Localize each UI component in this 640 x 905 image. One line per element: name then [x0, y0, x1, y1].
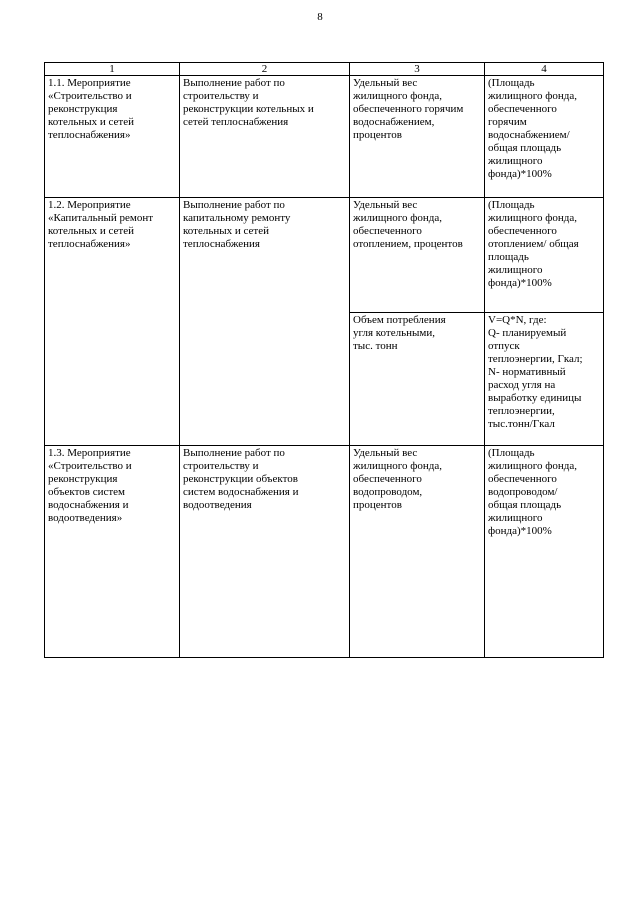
formula-cell — [485, 198, 604, 313]
table-row — [45, 76, 604, 198]
indicator-cell — [350, 313, 485, 446]
indicator-text: Удельный вес жилищного фонда, обеспеченного водопроводом, процентов — [353, 447, 442, 511]
column-header-2: 2 — [180, 63, 350, 76]
work-text: Выполнение работ по строительству и реконструкции котельных и сетей теплоснабжения — [183, 77, 314, 128]
measure-text: 1.2. Мероприятие «Капитальный ремонт котельных и сетей теплоснабжения» — [48, 199, 154, 250]
measure-cell — [45, 76, 180, 198]
indicator-cell — [350, 446, 485, 658]
table-row — [45, 198, 604, 313]
measure-text: 1.3. Мероприятие «Строительство и реконструкция объектов систем водоснабжения и водоотведения» — [48, 447, 132, 524]
indicator-text: Объем потребления угля котельными, тыс. тонн — [353, 314, 446, 352]
work-text: Выполнение работ по капитальному ремонту котельных и сетей теплоснабжения — [183, 199, 291, 250]
column-header-4: 4 — [485, 63, 604, 76]
formula-text: (Площадь жилищного фонда, обеспеченного горячим водоснабжением/ общая площадь жилищного фонда)*100% — [488, 77, 577, 180]
table-header-row — [45, 63, 604, 76]
measures-table — [44, 62, 604, 658]
formula-cell — [485, 446, 604, 658]
formula-cell — [485, 76, 604, 198]
measure-cell — [45, 446, 180, 658]
work-cell — [180, 446, 350, 658]
column-header-1: 1 — [45, 63, 180, 76]
measure-text: 1.1. Мероприятие «Строительство и реконструкция котельных и сетей теплоснабжения» — [48, 77, 134, 141]
indicator-cell — [350, 198, 485, 313]
indicator-text: Удельный вес жилищного фонда, обеспеченного отоплением, процентов — [353, 199, 463, 250]
work-text: Выполнение работ по строительству и реконструкции объектов систем водоснабжения и водоотведения — [183, 447, 299, 511]
measure-cell — [45, 198, 180, 446]
formula-text: (Площадь жилищного фонда, обеспеченного отоплением/ общая площадь жилищного фонда)*100% — [488, 199, 579, 289]
page-number: 8 — [317, 11, 323, 23]
table-row — [45, 446, 604, 658]
column-header-3: 3 — [350, 63, 485, 76]
work-cell — [180, 198, 350, 446]
formula-text: V=Q*N, где: Q- планируемый отпуск теплоэнергии, Гкал; N- нормативный расход угля на выработку единицы теплоэнергии, тыс.тонн/Гкал — [488, 314, 583, 430]
work-cell — [180, 76, 350, 198]
indicator-text: Удельный вес жилищного фонда, обеспеченного горячим водоснабжением, процентов — [353, 77, 464, 141]
formula-text: (Площадь жилищного фонда, обеспеченного водопроводом/ общая площадь жилищного фонда)*100% — [488, 447, 577, 537]
formula-cell — [485, 313, 604, 446]
indicator-cell — [350, 76, 485, 198]
